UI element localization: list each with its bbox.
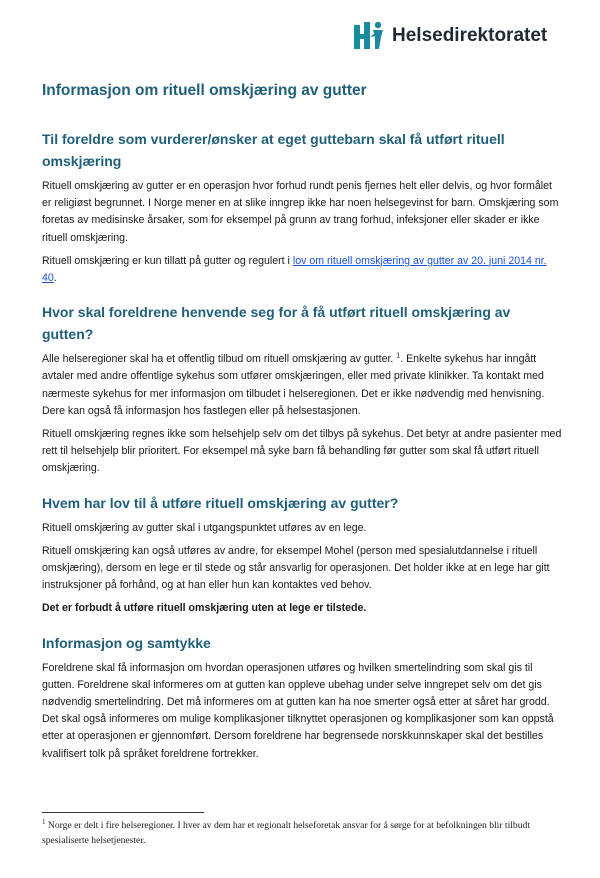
- paragraph: Rituell omskjæring regnes ikke som helsehjelp selv om det tilbys på sykehus. Det betyr at andre pasienter med rett til helsehjelp blir prioritert. For eksempel må syke barn få behandling før gutter som skal få utført rituell omskjæring.: [42, 428, 562, 475]
- section-parents: [42, 128, 562, 287]
- paragraph: [42, 351, 562, 420]
- footnote: [42, 818, 562, 848]
- paragraph: Foreldrene skal få informasjon om hvordan operasjonen utføres og hvilken smertelindring som skal gis til gutten. Foreldrene skal informeres om at gutten kan oppleve ubehag under selve inngrepet selv om det gis nødvendig smertelindring. Det må informeres om at gutten kan ha noe smerter også etter at såret har grodd. Det skal også informeres om mulige komplikasjoner tilknyttet operasjonen og komplikasjoner som kan oppstå etter at operasjonen er gjennomført. Dersom foreldrene har begrensede norskkunnskaper skal det bestilles kvalifisert tolk på språket foreldrene fortrekker.: [42, 661, 554, 760]
- footnote-divider: [42, 812, 204, 813]
- document-content: [42, 80, 562, 777]
- section-heading-who: Hvem har lov til å utføre rituell omskjæring av gutter?: [42, 494, 399, 511]
- page-title: Informasjon om rituell omskjæring av gutter: [42, 82, 367, 99]
- paragraph: Rituell omskjæring kan også utføres av andre, for eksempel Mohel (person med spesialutdannelse i rituell omskjæring), dersom en lege er til stede og står ansvarlig for operasjonen. Det holder ikke at en lege har gitt instruksjoner på forhånd, og at han eller hun kan kontaktes ved behov.: [42, 544, 550, 592]
- text-span: Alle helseregioner skal ha et offentlig tilbud om rituell omskjæring av gutter.: [42, 353, 397, 366]
- section-who: [42, 492, 562, 618]
- section-heading-where: Hvor skal foreldrene henvende seg for å få utført rituell omskjæring av gutten?: [42, 304, 511, 343]
- section-where: [42, 301, 562, 477]
- paragraph-bold: Det er forbudt å utføre rituell omskjæring uten at lege er tilstede.: [42, 602, 367, 615]
- text-span: .: [53, 272, 57, 285]
- text-span: . Enkelte sykehus har inngått avtaler med andre offentlige sykehus som utfører omskjæringen, eller med private klinikker. Ta kontakt med nærmeste sykehus for mer informasjon om tilbudet i helseregionen. Det er ikke nødvendig med henvisning. Dere kan også få informasjon hos fastlegen eller på helsestasjonen.: [42, 353, 545, 417]
- section-heading-consent: Informasjon og samtykke: [42, 634, 211, 651]
- logo-text: Helsedirektoratet: [392, 25, 548, 46]
- paragraph: Rituell omskjæring av gutter skal i utgangspunktet utføres av en lege.: [42, 521, 367, 534]
- law-link[interactable]: lov om rituell omskjæring av gutter av 20. juni 2014 nr. 40: [42, 254, 547, 285]
- footnote-mark: 1: [42, 817, 46, 826]
- helsedirektoratet-logo: [352, 18, 547, 54]
- footnote-text: Norge er delt i fire helseregioner. I hver av dem har et regionalt helseforetak ansvar for å sørge for at befolkningen blir tilbudt spesialiserte helsetjenester.: [42, 820, 530, 846]
- helsedirektoratet-logo-icon: [352, 19, 386, 53]
- text-span: Rituell omskjæring er kun tillatt på gutter og regulert i: [42, 254, 293, 267]
- footnote-reference[interactable]: 1: [396, 352, 401, 360]
- paragraph: Rituell omskjæring av gutter er en operasjon hvor forhud rundt penis fjernes helt eller delvis, og hvor formålet er religiøst begrunnet. I Norge mener en at slike inngrep ikke har noen helsegevinst for barn. Omskjæring som foretas av medisinske årsaker, som for eksempel på grunn av trang forhud, infeksjoner eller skader er ikke rituell omskjæring.: [42, 180, 559, 244]
- section-consent: [42, 632, 562, 763]
- paragraph-law: [42, 253, 562, 287]
- section-heading-parents: Til foreldre som vurderer/ønsker at eget guttebarn skal få utført rituell omskjæring: [42, 131, 505, 169]
